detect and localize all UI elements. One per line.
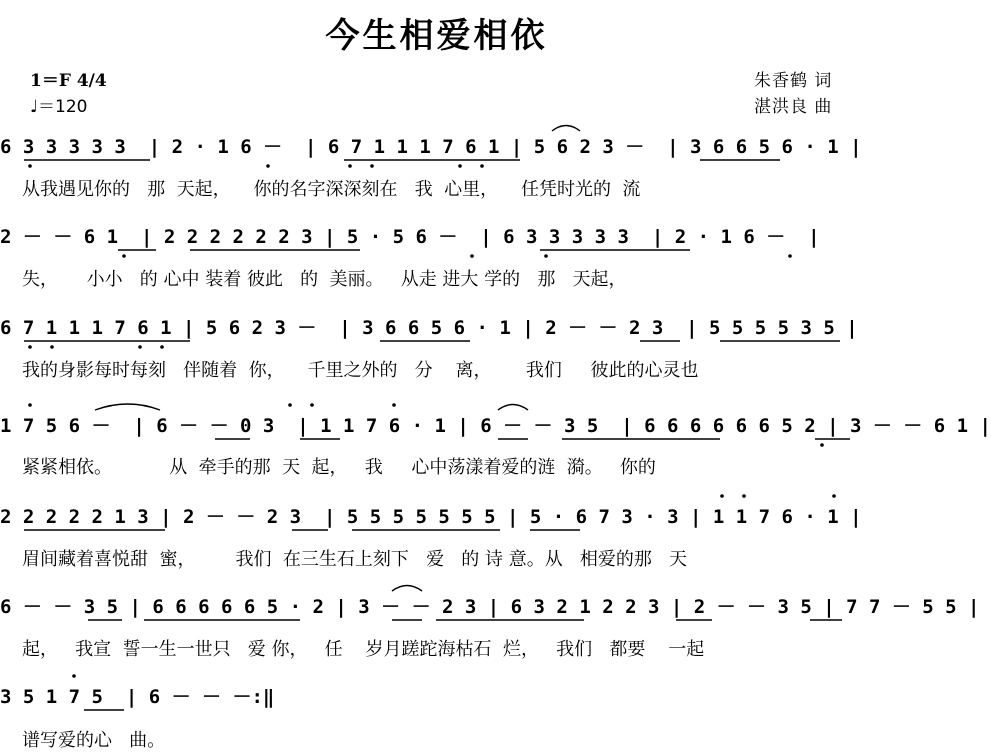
notation-line-5: 2 2 2 2 2 1 3 | 2 － － 2 3 | 5 5 5 5 5 5 5 | 5 · 6 7 3 · 3 | 1 1 7 6 · 1 | [0,506,862,528]
notation-line-2: 2 － － 6 1 | 2 2 2 2 2 2 3 | 5 · 5 6 － | 6 3 3 3 3 3 | 2 · 1 6 － | [0,226,820,248]
octave-dot-high [28,403,32,407]
notation-line-4: 1 7 5 6 － | 6 － － 0 3 | 1 1 7 6 · 1 | 6 － － 3 5 | 6 6 6 6 6 6 5 2 | 3 － － 6 1 | [0,415,991,437]
key-signature: 1＝F 4/4 [30,71,107,91]
tie-arc [95,404,160,410]
notation-line-6: 6 － － 3 5 | 6 6 6 6 6 5 · 2 | 3 － － 2 3 | 6 3 2 1 2 2 3 | 2 － － 3 5 | 7 7 － 5 5 | [0,596,980,618]
song-title: 今生相爱相依 [325,16,548,56]
lyrics-line-3: 我的身影每时每刻 伴随着 你， 千里之外的 分 离， 我们 彼此的心灵也 [22,360,699,381]
octave-dot-low [370,164,374,168]
octave-dot-high [288,403,292,407]
octave-dot-low [138,345,142,349]
notation-line-1: 6 3 3 3 3 3 | 2 · 1 6 － | 6 7 1 1 1 7 6 1 | 5 6 2 3 － | 3 6 6 5 6 · 1 | [0,136,862,158]
lyrics-line-7: 谱写爱的心 曲。 [22,730,166,751]
octave-dot-low [160,345,164,349]
composer-credit: 湛洪良 曲 [754,97,833,117]
octave-dot-low [788,254,792,258]
octave-dot-low [458,164,462,168]
octave-dot-high [742,494,746,498]
tie-arc [498,405,528,411]
tempo-marking: ♩＝120 [30,97,88,117]
tie-arc [552,126,580,132]
octave-dot-high [310,403,314,407]
lyrics-line-5: 眉间藏着喜悦甜 蜜， 我们 在三生石上刻下 爱 的 诗 意。从 相爱的那 天 [22,549,688,570]
octave-dot-low [122,254,126,258]
octave-dot-low [50,345,54,349]
lyrics-line-2: 失， 小小 的 心中 装着 彼此 的 美丽。 从走 进大 学的 那 天起， [22,269,627,290]
octave-dot-high [720,494,724,498]
octave-dot-low [28,164,32,168]
lyrics-line-6: 起， 我宣 誓一生一世只 爱 你， 任 岁月蹉跎海枯石 烂， 我们 都要 一起 [22,639,705,660]
octave-dot-low [820,443,824,447]
octave-dot-low [544,254,548,258]
octave-dot-high [832,494,836,498]
tie-arc [392,586,422,592]
lyrics-line-4: 紧紧相依。 从 牵手的那 天 起， 我 心中荡漾着爱的涟 漪。 你的 [22,457,656,478]
octave-dot-low [480,164,484,168]
octave-dot-high [392,403,396,407]
lyricist-credit: 朱香鹤 词 [754,71,833,91]
octave-dot-high [72,674,76,678]
octave-dot-low [348,164,352,168]
octave-dot-low [266,164,270,168]
octave-dot-low [28,345,32,349]
octave-dot-low [470,254,474,258]
notation-line-7: 3 5 1 7 5 | 6 － － －:‖ [0,686,275,708]
lyrics-line-1: 从我遇见你的 那 天起， 你的名字深深刻在 我 心里， 任凭时光的 流 [22,179,641,200]
notation-line-3: 6 7 1 1 1 7 6 1 | 5 6 2 3 － | 3 6 6 5 6 · 1 | 2 － － 2 3 | 5 5 5 5 3 5 | [0,317,858,339]
